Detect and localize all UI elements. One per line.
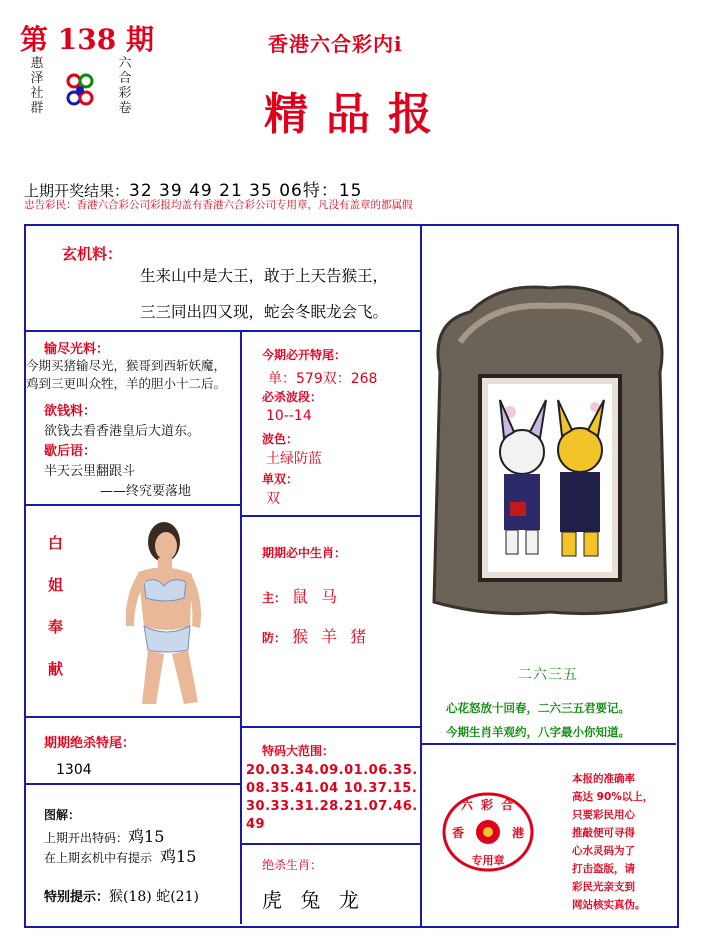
tujie-line2 [44, 844, 196, 867]
last-result-numbers: 32 39 49 21 35 06特：15 [129, 181, 363, 201]
range-title: 特码大范围： [262, 744, 335, 758]
jue-title: 绝杀生肖： [262, 858, 323, 872]
tewei-value: 单：579双：268 [268, 371, 378, 387]
divider-middle [240, 330, 242, 924]
shujin-line1: 今期买猪输尽光，猴哥到西斩妖魔， [26, 358, 227, 373]
divider-mid-2 [240, 726, 421, 728]
tujie-line2-value: 鸡15 [160, 847, 197, 866]
range-line-4: 49 [246, 817, 266, 832]
divider-mid-3 [240, 843, 421, 845]
range-numbers [246, 762, 418, 834]
baijie-char-4: 献 [48, 660, 64, 678]
notice-line-5: 心水灵码为了 [572, 845, 635, 857]
zhu-value: 鼠 马 [292, 587, 342, 606]
framed-picture [430, 282, 670, 618]
tujie-title: 图解： [44, 808, 81, 822]
stamp-right: 港 [512, 826, 525, 840]
xiehouyu-title: 歇后语： [44, 444, 97, 459]
stamp-bottom: 专用章 [471, 854, 505, 867]
baijie-char-1: 白 [48, 534, 64, 552]
shujin-title: 输尽光料： [44, 342, 110, 357]
baijie-char-2: 姐 [48, 576, 64, 594]
issue-number: 第 138 期 [20, 23, 154, 56]
poem-line1: 心花怒放十回春，二六三五君要记。 [446, 701, 630, 715]
fang-row [262, 624, 370, 647]
divider-left-2 [24, 716, 240, 718]
notice-line-3: 只要彩民用心 [572, 809, 635, 821]
lottery-logo-icon [62, 72, 98, 108]
juesha-title: 期期绝杀特尾： [44, 736, 136, 751]
divider-mid-1 [240, 515, 421, 517]
woman-photo [104, 516, 214, 712]
danshuang-value: 双 [266, 491, 280, 507]
zhu-label: 主： [262, 591, 287, 605]
xiehouyu-line2: ——终究要落地 [100, 484, 192, 499]
poem-line2: 今期生肖羊观约，八字最小你知道。 [446, 725, 630, 739]
notice-line-6: 打击盗版，请 [572, 863, 635, 875]
notice-text [572, 770, 653, 914]
xuanji-title: 玄机料： [62, 245, 123, 263]
juesha-value: 1304 [56, 762, 92, 778]
bosha-title: 必杀波段： [262, 390, 323, 404]
big-title: 精品报 [264, 89, 450, 140]
divider-left-1 [24, 504, 240, 506]
right-vertical-text: 六合彩卷 [118, 56, 132, 116]
bose-value: 土绿防蓝 [266, 451, 322, 467]
special-tip [44, 886, 199, 906]
xuanji-line1: 生来山中是大王，敢于上天告猴王， [140, 267, 389, 285]
left-vertical-text: 惠泽社群 [30, 56, 44, 116]
picture-caption: 二六三五 [518, 667, 578, 683]
last-result-label: 上期开奖结果： [24, 182, 130, 200]
notice-line-4: 推敲便可寻得 [572, 827, 635, 839]
warning-text: 忠告彩民：香港六合彩公司彩报均盖有香港六合彩公司专用章，凡没有盖章的都属假 [24, 199, 413, 211]
tujie-line1-label: 上期开出特码： [44, 831, 129, 845]
yuqian-text: 欲钱去看香港皇后大道东。 [44, 424, 201, 439]
shengxiao-title: 期期必中生肖： [262, 546, 347, 560]
fang-value: 猴 羊 猪 [292, 627, 371, 646]
divider-left-3 [24, 783, 240, 785]
xiehouyu-line1: 半天云里翻跟斗 [44, 464, 136, 479]
site-title: 香港六合彩内i [268, 32, 403, 56]
special-value: 猴(18) 蛇(21) [109, 889, 199, 905]
range-line-3: 30.33.31.28.21.07.46. [246, 799, 418, 814]
tujie-line2-label: 在上期玄机中有提示 [44, 851, 153, 865]
divider-xuanji [24, 330, 421, 332]
bosha-value: 10--14 [266, 408, 312, 424]
tujie-line1-value: 鸡15 [128, 827, 165, 846]
range-line-1: 20.03.34.09.01.06.35. [246, 763, 418, 778]
range-line-2: 08.35.41.04 10.37.15. [246, 781, 418, 796]
special-label: 特别提示： [44, 890, 110, 905]
fang-label: 防： [262, 631, 287, 645]
xuanji-line2: 三三同出四又现，蛇会冬眠龙会飞。 [140, 303, 389, 321]
notice-line-1: 本报的准确率 [572, 773, 635, 785]
shujin-line2: 鸡到三更叫众牲，羊的胆小十二后。 [26, 376, 227, 391]
danshuang-title: 单双： [262, 472, 299, 486]
tewei-title: 今期必开特尾： [262, 348, 347, 362]
notice-line-8: 网站核实真伪。 [572, 899, 646, 911]
notice-line-7: 彩民光亲支到 [572, 881, 635, 893]
baijie-vertical [48, 522, 63, 690]
stamp-top: 六 彩 合 [460, 798, 516, 812]
divider-right-1 [420, 743, 676, 745]
baijie-char-3: 奉 [48, 618, 64, 636]
yuqian-title: 欲钱料： [44, 404, 97, 419]
bose-title: 波色： [262, 432, 299, 446]
notice-line-2: 高达 90%以上， [572, 791, 654, 803]
jue-value: 虎 兔 龙 [262, 888, 365, 912]
zhu-row [262, 584, 341, 607]
stamp-left: 香 [452, 826, 465, 840]
